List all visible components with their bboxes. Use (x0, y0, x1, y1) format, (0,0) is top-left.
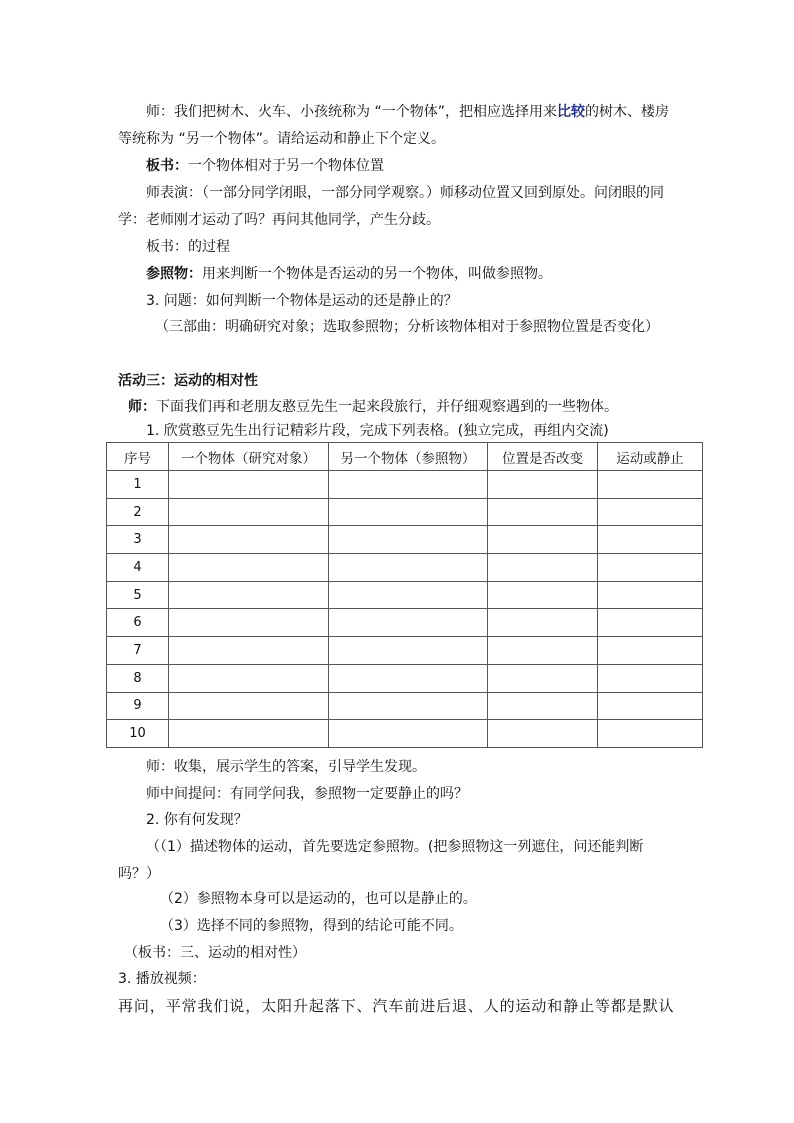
table-cell[interactable] (488, 637, 598, 665)
table-cell[interactable] (598, 471, 703, 499)
row-number: 1 (107, 471, 169, 499)
table-row (107, 609, 703, 637)
table-cell[interactable] (329, 664, 488, 692)
header-cell-index: 序号 (107, 443, 169, 471)
table-cell[interactable] (329, 609, 488, 637)
emphasis-text: 比较 (556, 104, 585, 120)
board-note-3: （板书：三、运动的相对性） (124, 945, 306, 961)
table-cell[interactable] (329, 581, 488, 609)
table-cell[interactable] (488, 609, 598, 637)
row-number: 7 (107, 637, 169, 665)
table-cell[interactable] (169, 471, 329, 499)
table-cell[interactable] (329, 498, 488, 526)
text: 的树木、楼房 (584, 104, 669, 120)
table-row (107, 471, 703, 499)
table-cell[interactable] (598, 526, 703, 554)
paragraph-teacher-line1 (146, 102, 669, 122)
table-cell[interactable] (329, 554, 488, 582)
table-cell[interactable] (169, 692, 329, 720)
paragraph-teacher-line2: 等统称为 “另一个物体”。请给运动和静止下个定义。 (118, 131, 445, 147)
row-number: 9 (107, 692, 169, 720)
board-note-2: 板书：的过程 (146, 239, 230, 255)
demo-line2: 学：老师刚才运动了吗？再问其他同学，产生分歧。 (118, 212, 440, 228)
table-cell[interactable] (329, 471, 488, 499)
table-row (107, 692, 703, 720)
table-cell[interactable] (169, 637, 329, 665)
table-cell[interactable] (488, 692, 598, 720)
table-cell[interactable] (169, 554, 329, 582)
reference-definition (146, 264, 552, 284)
discovery-heading: 2. 你有何发现？ (146, 812, 248, 828)
header-cell-motion-or-rest: 运动或静止 (598, 443, 703, 471)
table-cell[interactable] (329, 526, 488, 554)
table-cell[interactable] (598, 692, 703, 720)
board-text: 一个物体相对于另一个物体位置 (188, 158, 384, 174)
text: 师：我们把树木、火车、小孩统称为 “一个物体”，把相应选择用来 (146, 104, 557, 120)
table-row (107, 526, 703, 554)
teacher-collect: 师：收集，展示学生的答案，引导学生发现。 (146, 759, 426, 775)
demo-line1: 师表演：（一部分同学闭眼，一部分同学观察。）师移动位置又回到原处。问闭眼的同 (146, 185, 664, 201)
table-cell[interactable] (488, 471, 598, 499)
final-paragraph: 再问，平常我们说，太阳升起落下、汽车前进后退、人的运动和静止等都是默认 (118, 997, 675, 1015)
table-cell[interactable] (488, 720, 598, 748)
table-cell[interactable] (598, 609, 703, 637)
table-cell[interactable] (598, 554, 703, 582)
table-cell[interactable] (169, 664, 329, 692)
row-number: 5 (107, 581, 169, 609)
table-cell[interactable] (169, 609, 329, 637)
row-number: 8 (107, 664, 169, 692)
row-number: 2 (107, 498, 169, 526)
question-3: 3. 问题：如何判断一个物体是运动的还是静止的？ (146, 293, 458, 309)
table-row (107, 664, 703, 692)
teacher-question: 师中间提问：有同学问我，参照物一定要静止的吗？ (146, 786, 468, 802)
row-number: 3 (107, 526, 169, 554)
table-cell[interactable] (598, 637, 703, 665)
row-number: 6 (107, 609, 169, 637)
table-cell[interactable] (169, 498, 329, 526)
board-note-1 (146, 156, 384, 176)
table-cell[interactable] (598, 498, 703, 526)
table-cell[interactable] (169, 720, 329, 748)
table-cell[interactable] (329, 692, 488, 720)
table-cell[interactable] (488, 581, 598, 609)
table-cell[interactable] (329, 637, 488, 665)
intro-label: 师： (128, 399, 156, 415)
finding-1-line2: 吗？） (118, 866, 160, 882)
header-cell-position-changed: 位置是否改变 (488, 443, 598, 471)
table-cell[interactable] (169, 581, 329, 609)
finding-3: （3）选择不同的参照物，得到的结论可能不同。 (160, 918, 463, 934)
finding-1-line1: （（1）描述物体的运动，首先要选定参照物。(把参照物这一列遮住，问还能判断 (146, 839, 644, 855)
video-heading: 3. 播放视频： (118, 971, 206, 987)
intro-line (128, 397, 618, 417)
table-cell[interactable] (329, 720, 488, 748)
observation-table (106, 442, 703, 748)
table-cell[interactable] (488, 526, 598, 554)
board-label: 板书： (146, 158, 188, 174)
table-row (107, 720, 703, 748)
reference-label: 参照物： (146, 266, 202, 282)
table-cell[interactable] (488, 664, 598, 692)
three-steps: （三部曲：明确研究对象；选取参照物；分析该物体相对于参照物位置是否变化） (155, 319, 659, 335)
intro-text: 下面我们再和老朋友憨豆先生一起来段旅行，并仔细观察遇到的一些物体。 (156, 399, 618, 415)
table-header-row (107, 443, 703, 471)
row-number: 10 (107, 720, 169, 748)
table-cell[interactable] (169, 526, 329, 554)
activity-title: 活动三：运动的相对性 (118, 373, 258, 389)
table-cell[interactable] (598, 720, 703, 748)
task-1: 1. 欣赏憨豆先生出行记精彩片段，完成下列表格。(独立完成，再组内交流) (146, 423, 609, 439)
table-cell[interactable] (598, 664, 703, 692)
header-cell-object: 一个物体（研究对象） (169, 443, 329, 471)
finding-2: （2）参照物本身可以是运动的，也可以是静止的。 (160, 891, 477, 907)
header-cell-reference: 另一个物体（参照物） (329, 443, 488, 471)
table-row (107, 498, 703, 526)
row-number: 4 (107, 554, 169, 582)
table-row (107, 554, 703, 582)
table-row (107, 581, 703, 609)
table-cell[interactable] (598, 581, 703, 609)
table-row (107, 637, 703, 665)
table-cell[interactable] (488, 498, 598, 526)
reference-text: 用来判断一个物体是否运动的另一个物体，叫做参照物。 (202, 266, 552, 282)
table-cell[interactable] (488, 554, 598, 582)
